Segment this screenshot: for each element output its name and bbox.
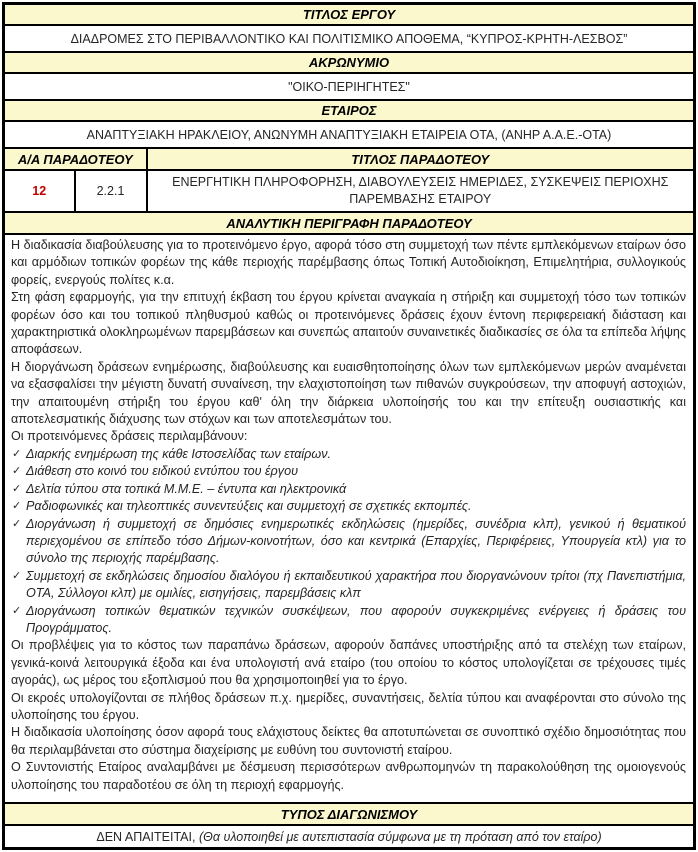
description-bullet-text: Δελτία τύπου στα τοπικά Μ.Μ.Ε. – έντυπα και ηλεκτρονικά [26, 481, 347, 496]
description-bullet [11, 568, 686, 603]
description-header-row [4, 212, 695, 234]
description-bullet [11, 446, 686, 463]
check-icon: ✓ [12, 517, 22, 530]
competition-type-value-note: (Θα υλοποιηθεί με αυτεπιστασία σύμφωνα με τη πρόταση από τον εταίρο) [198, 829, 602, 844]
check-icon: ✓ [12, 447, 22, 460]
description-bullet-text: Ραδιοφωνικές και τηλεοπτικές συνεντεύξεις και συμμετοχή σε σχετικές εκπομπές. [26, 499, 472, 514]
check-icon: ✓ [12, 604, 22, 617]
description-bullet-text: Διαρκής ενημέρωση της κάθε Ιστοσελίδας των εταίρων. [26, 446, 331, 461]
partner-header-row [4, 100, 695, 121]
deliverable-data-row [4, 170, 695, 212]
description-bullet-text: Συμμετοχή σε εκδηλώσεις δημοσίου διαλόγου ή εκπαιδευτικού χαρακτήρα που διοργανώνουν τρίτοι (πχ Πανεπιστήμια, ΟΤΑ, Σύλλογοι κλπ) με ομιλίες, εισηγήσεις, παρεμβάσεις κλπ [26, 568, 686, 601]
description-bullet [11, 603, 686, 638]
description-bullet-text: Διοργάνωση ή συμμετοχή σε δημόσιες ενημερωτικές εκδηλώσεις (ημερίδες, συνέδρια κλπ), γενικού ή θεματικού περιεχομένου σε επίπεδο τόσο Δήμων-κοινοτήτων, όσο και κεντρικά (Επαρχίες, Περιφέρειες, Υπουργεία κτλ) για το σύνολο της περιοχής παρέμβασης. [26, 516, 686, 566]
competition-type-value-plain: ΔΕΝ ΑΠΑΙΤΕΙΤΑΙ, [96, 829, 199, 844]
description-bullet [11, 481, 686, 498]
check-icon: ✓ [12, 500, 22, 513]
description-body [11, 237, 686, 796]
partner-value: ΑΝΑΠΤΥΞΙΑΚΗ ΗΡΑΚΛΕΙΟΥ, ΑΝΩΝΥΜΗ ΑΝΑΠΤΥΞΙΑΚΗ ΕΤΑΙΡΕΙΑ ΟΤΑ, (ΑΝΗΡ Α.Α.Ε.-ΟΤΑ) [4, 121, 695, 148]
deliverable-spec-table [2, 2, 696, 850]
deliverable-number-column-header: Α/Α ΠΑΡΑΔΟΤΕΟΥ [4, 148, 147, 170]
description-bullet [11, 463, 686, 480]
description-paragraph: Οι προβλέψεις για το κόστος των παραπάνω δράσεων, αφορούν δαπάνες υποστήριξης από τα στελέχη των εταίρων, γενικά-κοινά λειτουργικά έξοδα και ένα υπολογιστή ανά εταίρο (του οποίου το κόστος υπολογίζεται σε τρέχουσες τιμές αγοράς), ως μέρος του εξοπλισμού που θα χρησιμοποιηθεί για το έργο. [11, 638, 686, 688]
deliverable-number: 12 [4, 170, 75, 212]
deliverable-columns-header-row [4, 148, 695, 170]
partner-header: ΕΤΑΙΡΟΣ [4, 100, 695, 121]
acronym-value-row [4, 73, 695, 100]
check-icon: ✓ [12, 482, 22, 495]
deliverable-code: 2.2.1 [75, 170, 147, 212]
check-icon: ✓ [12, 569, 22, 582]
project-title-header-row [4, 4, 695, 26]
deliverable-title-column-header: ΤΙΤΛΟΣ ΠΑΡΑΔΟΤΕΟΥ [147, 148, 695, 170]
description-body-row [4, 234, 695, 803]
competition-type-value [4, 825, 695, 849]
competition-type-value-row [4, 825, 695, 849]
description-paragraph: Η διοργάνωση δράσεων ενημέρωσης, διαβούλευσης και ευαισθητοποίησης όλων των εμπλεκόμενων μερών αναμένεται να εξασφαλίσει την μέγιστη δυνατή συναίνεση, την ελαχιστοποίηση των πιθανών συγκρούσεων, την αποφυγή αστοχιών, την απαιτουμένη στήριξη του έργου καθ' όλη την διάρκεια υλοποίησής του και την επίτευξη ουσιαστικής και αποτελεσματικής διάχυσης των στόχων και των αποτελεσμάτων του. [11, 359, 686, 427]
description-bullet [11, 516, 686, 568]
description-header: ΑΝΑΛΥΤΙΚΗ ΠΕΡΙΓΡΑΦΗ ΠΑΡΑΔΟΤΕΟΥ [4, 212, 695, 234]
description-paragraph: Οι εκροές υπολογίζονται σε πλήθος δράσεων π.χ. ημερίδες, συναντήσεις, δελτία τύπου και αναφέρονται στο σύνολο της υλοποίησης του έργου. [11, 690, 686, 722]
description-paragraph: Η διαδικασία υλοποίησης όσον αφορά τους ελάχιστους δείκτες θα αποτυπώνεται σε συνοπτικό σχέδιο δημοσιότητας που θα περιλαμβάνεται στο σύστημα διαχείρισης με ευθύνη του συντονιστή εταίρου. [11, 725, 686, 757]
description-paragraph: Στη φάση εφαρμογής, για την επιτυχή έκβαση του έργου κρίνεται αναγκαία η στήριξη και συμμετοχή τόσο των τοπικών φορέων όσο και του τοπικού πληθυσμού καθώς οι προτεινόμενες δράσεις έχουν έντονη περιφερειακή διάσταση και χαρακτηριστικά ολοκληρωμένων παρεμβάσεων και συνεπώς απαιτούν συναινετικές διαδικασίες σε όλα τα επίπεδα λήψης αποφάσεων. [11, 290, 686, 357]
description-paragraph: Η διαδικασία διαβούλευσης για το προτεινόμενο έργο, αφορά τόσο στη συμμετοχή των πέντε εμπλεκόμενων εταίρων όσο και αρμόδιων τοπικών φορέων της κάθε περιοχής παρέμβασης όπως Τοπική Αυτοδιοίκηση, Επιμελητήρια, συλλογικούς φορείς, ενεργούς πολίτες κ.α. [11, 238, 686, 287]
deliverable-title: ΕΝΕΡΓΗΤΙΚΗ ΠΛΗΡΟΦΟΡΗΣΗ, ΔΙΑΒΟΥΛΕΥΣΕΙΣ ΗΜΕΡΙΔΕΣ, ΣΥΣΚΕΨΕΙΣ ΠΕΡΙΟΧΗΣ ΠΑΡΕΜΒΑΣΗΣ ΕΤΑΙΡΟΥ [147, 170, 695, 212]
partner-value-row [4, 121, 695, 148]
description-bullet [11, 498, 686, 515]
project-title-value: ΔΙΑΔΡΟΜΕΣ ΣΤΟ ΠΕΡΙΒΑΛΛΟΝΤΙΚΟ ΚΑΙ ΠΟΛΙΤΙΣΜΙΚΟ ΑΠΟΘΕΜΑ, “ΚΥΠΡΟΣ-ΚΡΗΤΗ-ΛΕΣΒΟΣ” [4, 25, 695, 52]
description-paragraph: Ο Συντονιστής Εταίρος αναλαμβάνει με δέσμευση περισσότερων ανθρωπομηνών τη παρακολούθηση της ομοιογενούς υλοποίησης του παραδοτέου σε όλη τη περιοχή εφαρμογής. [11, 760, 686, 792]
acronym-header-row [4, 52, 695, 73]
check-icon: ✓ [12, 465, 22, 478]
project-title-header: ΤΙΤΛΟΣ ΕΡΓΟΥ [4, 4, 695, 26]
project-title-value-row [4, 25, 695, 52]
competition-type-header: ΤΥΠΟΣ ΔΙΑΓΩΝΙΣΜΟΥ [4, 803, 695, 825]
description-bullet-text: Διάθεση στο κοινό του ειδικού εντύπου του έργου [26, 464, 298, 479]
acronym-value: "ΟΙΚΟ-ΠΕΡΙΗΓΗΤΕΣ" [4, 73, 695, 100]
description-paragraph: Οι προτεινόμενες δράσεις περιλαμβάνουν: [11, 429, 248, 444]
description-bullet-text: Διοργάνωση τοπικών θεματικών τεχνικών συσκέψεων, που αφορούν συγκεκριμένες ενέργειες ή δράσεις του Προγράμματος. [26, 603, 686, 635]
competition-type-header-row [4, 803, 695, 825]
acronym-header: ΑΚΡΩΝΥΜΙΟ [4, 52, 695, 73]
